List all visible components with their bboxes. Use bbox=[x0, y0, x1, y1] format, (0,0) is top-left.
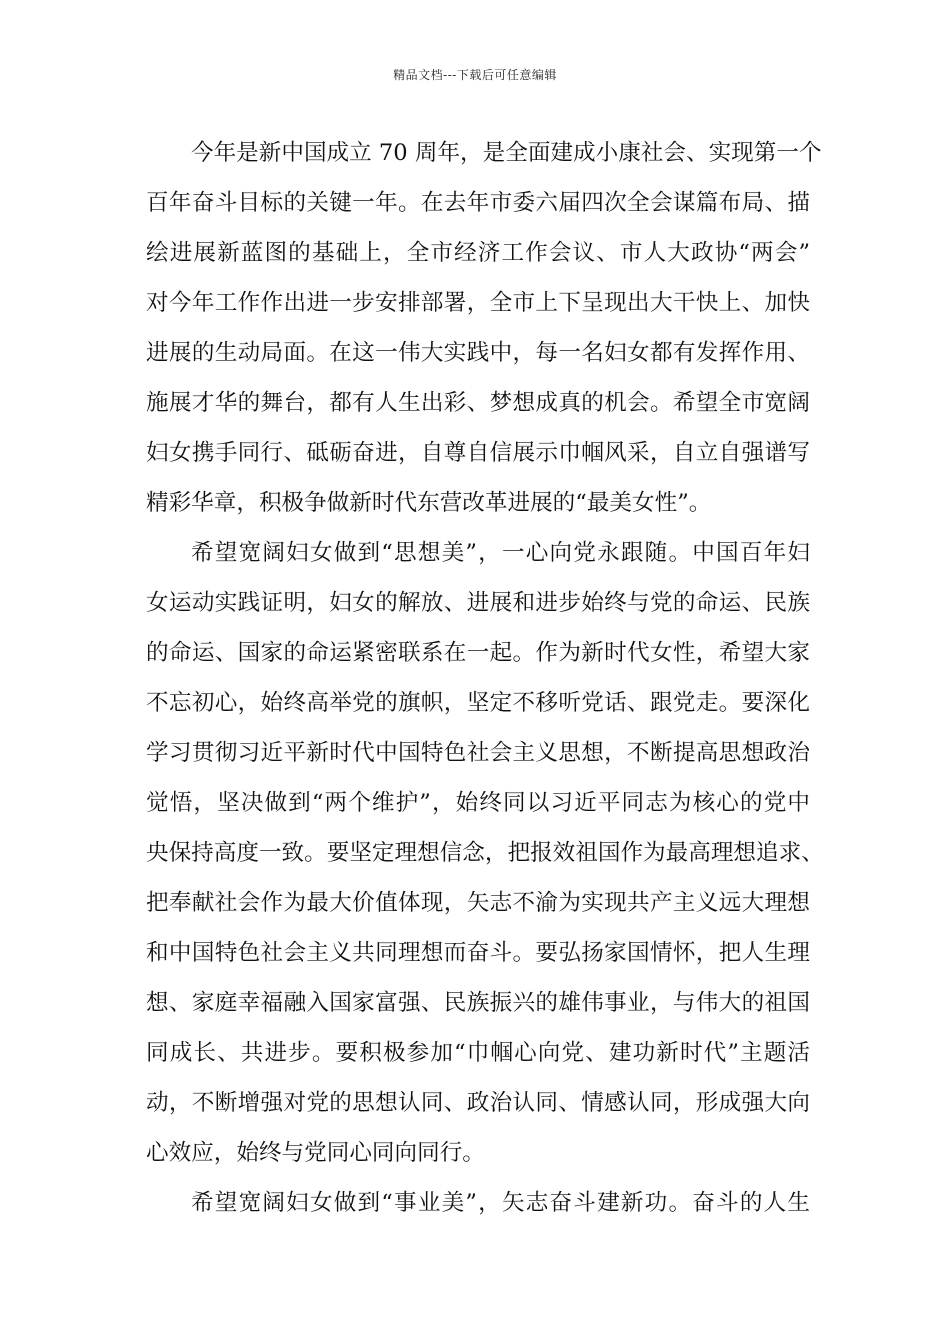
page-header: 精品文档---下载后可任意编辑 bbox=[393, 68, 557, 82]
paragraph-line: 希望宽阔妇女做到“事业美”，矢志奋斗建新功。奋斗的人生 bbox=[191, 1190, 810, 1216]
paragraph-line: 想、家庭幸福融入国家富强、民族振兴的雄伟事业，与伟大的祖国 bbox=[146, 990, 810, 1016]
paragraph-line: 的命运、国家的命运紧密联系在一起。作为新时代女性，希望大家 bbox=[146, 640, 810, 666]
paragraph-line: 把奉献社会作为最大价值体现，矢志不渝为实现共产主义远大理想 bbox=[146, 890, 810, 916]
paragraph-line: 今年是新中国成立 70 周年，是全面建成小康社会、实现第一个 bbox=[191, 140, 822, 166]
paragraph-line: 觉悟，坚决做到“两个维护”，始终同以习近平同志为核心的党中 bbox=[146, 790, 810, 816]
paragraph-line: 施展才华的舞台，都有人生出彩、梦想成真的机会。希望全市宽阔 bbox=[146, 390, 810, 416]
paragraph-line: 女运动实践证明，妇女的解放、进展和进步始终与党的命运、民族 bbox=[146, 590, 810, 616]
paragraph-line: 对今年工作作出进一步安排部署，全市上下呈现出大干快上、加快 bbox=[146, 290, 810, 316]
paragraph-3 bbox=[146, 1178, 810, 1228]
paragraph-2 bbox=[146, 528, 824, 1178]
paragraph-line: 妇女携手同行、砥砺奋进，自尊自信展示巾帼风采，自立自强谱写 bbox=[146, 440, 810, 466]
paragraph-line: 不忘初心，始终高举党的旗帜，坚定不移听党话、跟党走。要深化 bbox=[146, 690, 810, 716]
paragraph-line: 希望宽阔妇女做到“思想美”，一心向党永跟随。中国百年妇 bbox=[191, 540, 810, 566]
paragraph-line: 精彩华章，积极争做新时代东营改革进展的“最美女性”。 bbox=[146, 490, 712, 516]
paragraph-line: 绘进展新蓝图的基础上，全市经济工作会议、市人大政协“两会” bbox=[146, 240, 810, 266]
paragraph-line: 学习贯彻习近平新时代中国特色社会主义思想，不断提高思想政治 bbox=[146, 740, 810, 766]
paragraph-line: 和中国特色社会主义共同理想而奋斗。要弘扬家国情怀，把人生理 bbox=[146, 940, 810, 966]
paragraph-1 bbox=[146, 128, 822, 528]
paragraph-line: 同成长、共进步。要积极参加“巾帼心向党、建功新时代”主题活 bbox=[146, 1040, 810, 1066]
paragraph-line: 进展的生动局面。在这一伟大实践中，每一名妇女都有发挥作用、 bbox=[146, 340, 810, 366]
paragraph-line: 百年奋斗目标的关键一年。在去年市委六届四次全会谋篇布局、描 bbox=[146, 190, 810, 216]
paragraph-line: 央保持高度一致。要坚定理想信念，把报效祖国作为最高理想追求、 bbox=[146, 840, 824, 866]
document-body bbox=[146, 128, 824, 1228]
paragraph-line: 心效应，始终与党同心同向同行。 bbox=[146, 1140, 485, 1166]
paragraph-line: 动，不断增强对党的思想认同、政治认同、情感认同，形成强大向 bbox=[146, 1090, 810, 1116]
